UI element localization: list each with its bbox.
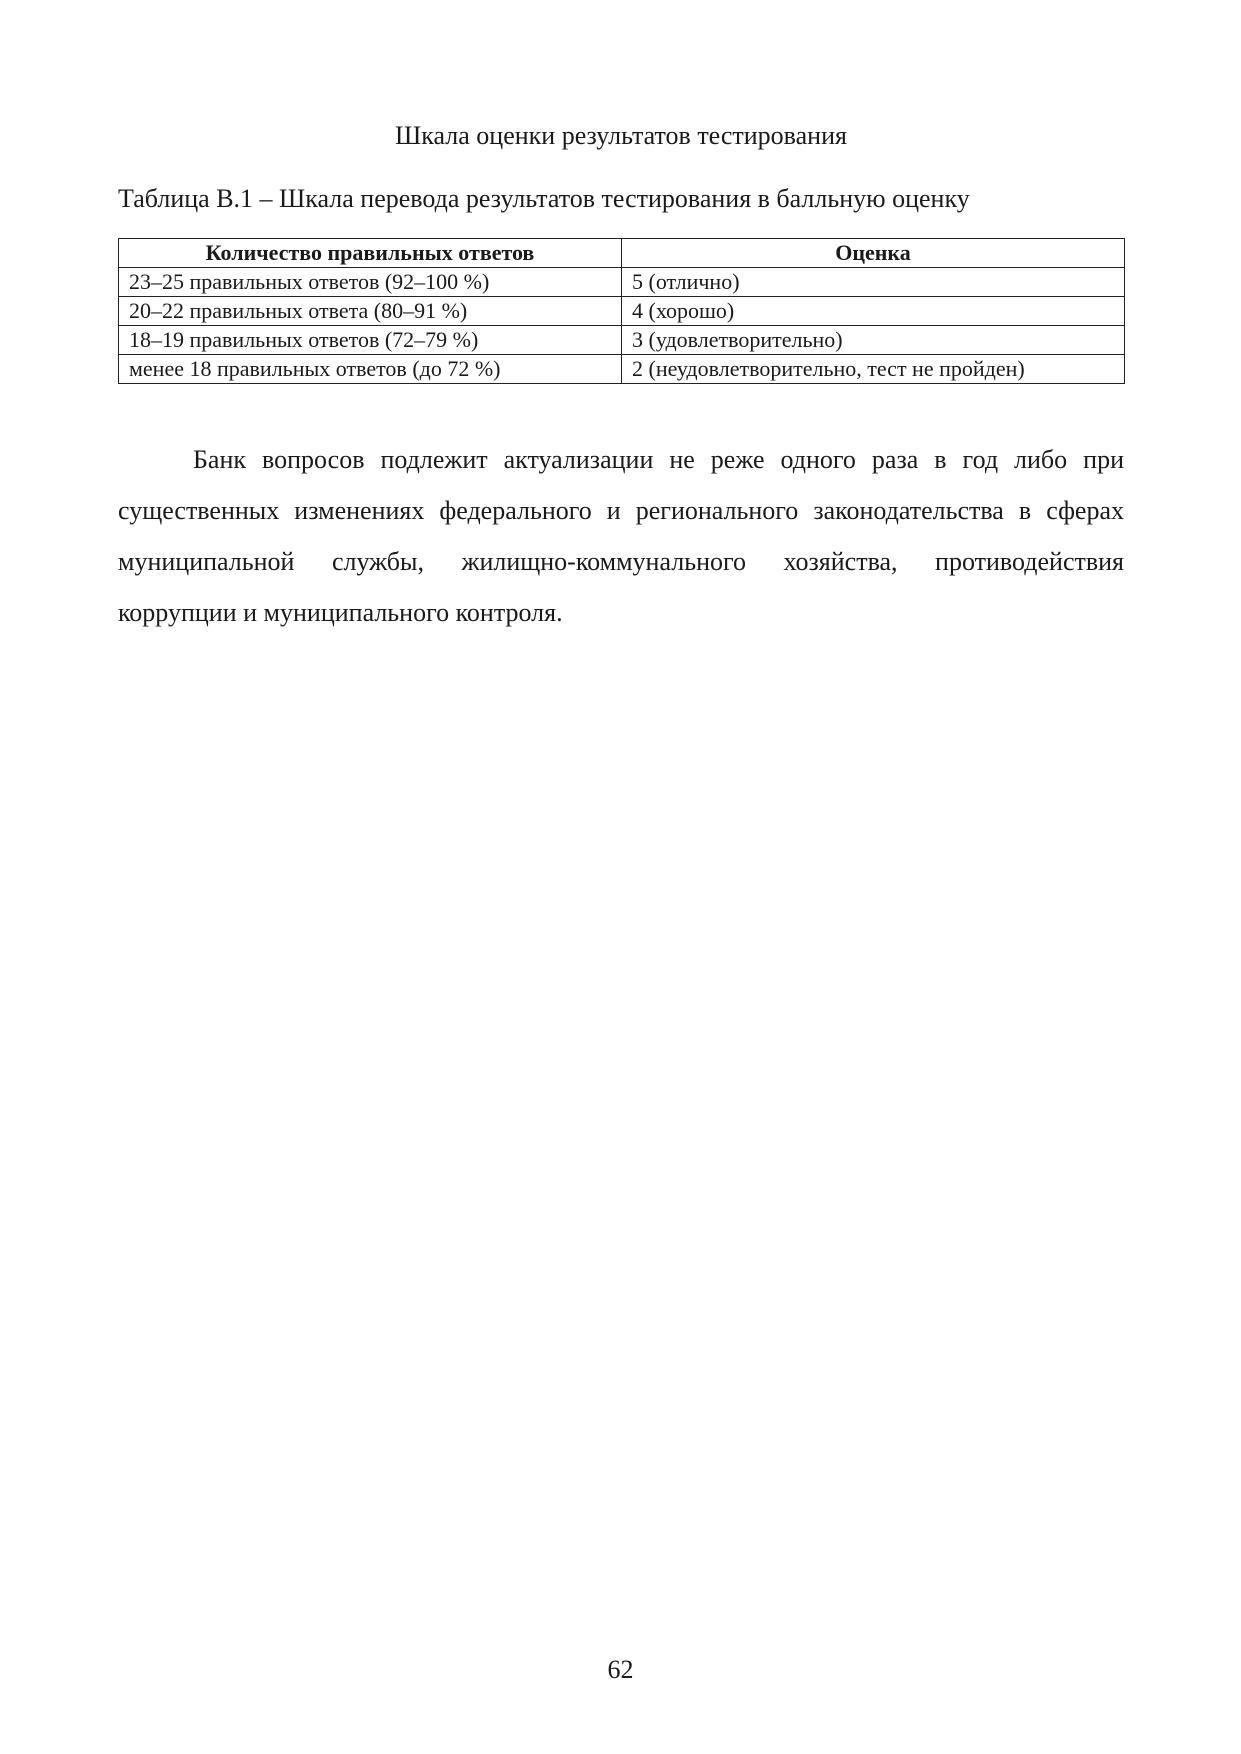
table-cell-correct-answers: 20–22 правильных ответа (80–91 %) xyxy=(119,297,622,326)
table-cell-correct-answers: 18–19 правильных ответов (72–79 %) xyxy=(119,326,622,355)
table-cell-grade: 2 (неудовлетворительно, тест не пройден) xyxy=(622,355,1125,384)
body-text xyxy=(118,434,1124,638)
table-row xyxy=(119,297,1125,326)
paragraph: Банк вопросов подлежит актуализации не реже одного раза в год либо при существенных изменениях федерального и регионального законодательства в сферах муниципальной службы, жилищно-коммунального хозяйства, противодействия коррупции и муниципального контроля. xyxy=(118,445,1124,627)
table-row xyxy=(119,355,1125,384)
table-caption: Таблица В.1 – Шкала перевода результатов тестирования в балльную оценку xyxy=(118,184,970,213)
table-cell-grade: 5 (отлично) xyxy=(622,268,1125,297)
column-header-grade: Оценка xyxy=(622,239,1125,268)
table-row xyxy=(119,268,1125,297)
table-cell-grade: 4 (хорошо) xyxy=(622,297,1125,326)
table-cell-correct-answers: 23–25 правильных ответов (92–100 %) xyxy=(119,268,622,297)
table-header-row xyxy=(119,239,1125,268)
table-cell-correct-answers: менее 18 правильных ответов (до 72 %) xyxy=(119,355,622,384)
page-number: 62 xyxy=(607,1655,634,1684)
table-row xyxy=(119,326,1125,355)
table-cell-grade: 3 (удовлетворительно) xyxy=(622,326,1125,355)
grading-scale-table xyxy=(118,238,1125,384)
column-header-correct-answers: Количество правильных ответов xyxy=(119,239,622,268)
section-title: Шкала оценки результатов тестирования xyxy=(395,121,847,150)
